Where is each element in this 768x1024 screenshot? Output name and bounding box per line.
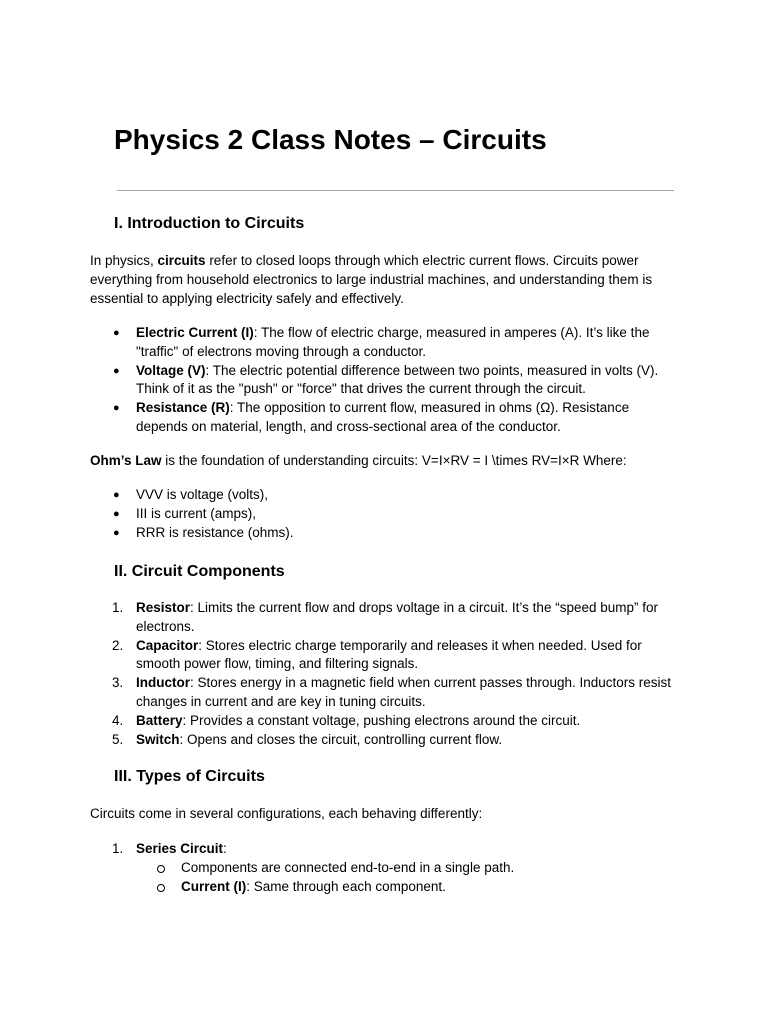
component-term: Resistor [136,600,191,615]
component-term: Switch [136,731,180,747]
component-text: : Opens and closes the circuit, controlling current flow. [179,731,503,747]
intro-term-circuits: circuits [157,253,206,268]
list-item [0,599,676,637]
hollow-bullet-icon [157,884,165,892]
section-heading-components: II. Circuit Components [114,563,285,580]
definition-term: Electric Current (I) [136,325,254,340]
intro-paragraph [90,252,680,308]
hollow-bullet-icon [157,865,165,873]
component-term: Battery [136,712,183,728]
ohms-law-text: is the foundation of understanding circuits: V=I×RV = I \times RV=I×R Where: [161,453,627,468]
list-item [0,524,676,543]
sub-item-text: : Same through each component. [246,878,446,894]
variable-text: VVV is voltage (volts), [136,487,269,502]
bullet-icon: ● [113,526,120,539]
sub-list-item [0,878,681,897]
bullet-icon: ● [113,489,120,501]
component-text: : Limits the current flow and drops voltage in a circuit. It’s the “speed bump” for electrons. [136,600,659,634]
types-intro-paragraph: Circuits come in several configurations, each behaving differently: [90,806,483,821]
page-title: Physics 2 Class Notes – Circuits [114,124,547,155]
variable-text: III is current (amps), [136,505,257,521]
ohms-law-variable-list [0,486,676,542]
intro-text-post: refer to closed loops through which electric current flows. Circuits power everything from household electronics to large industrial machines, and understanding them is essential to applying electricity safely and effectively. [90,253,653,306]
list-item [0,637,676,675]
sub-list-item [0,859,681,878]
ohms-law-paragraph [90,452,680,471]
list-number: 1. [112,841,124,856]
component-term: Inductor [136,675,190,691]
bullet-icon: ● [113,327,120,339]
intro-text-pre: In physics, [90,253,158,268]
definition-text: : The opposition to current flow, measured in ohms (Ω). Resistance depends on material, length, and cross-sectional area of the conductor. [136,400,630,434]
section-heading-intro: I. Introduction to Circuits [114,215,305,232]
list-item [0,505,676,524]
component-text: : Stores electric charge temporarily and releases it when needed. Used for smooth power flow, timing, and filtering signals. [136,637,642,672]
circuit-type-text: : [223,841,227,856]
definition-term: Resistance (R) [136,400,230,416]
list-item [0,324,676,362]
definition-term: Voltage (V) [136,362,206,378]
list-item [0,486,676,505]
list-item [0,362,676,400]
list-number: 4. [112,712,124,728]
list-number: 3. [112,675,124,691]
sub-item-term: Current (I) [181,878,247,894]
component-text: : Provides a constant voltage, pushing electrons around the circuit. [182,712,581,728]
components-list [0,599,676,749]
ohms-law-term: Ohm’s Law [90,453,162,468]
variable-text: RRR is resistance (ohms). [136,524,294,540]
bullet-icon: ● [113,364,120,377]
list-item [0,674,676,712]
circuit-type-term: Series Circuit [136,841,224,856]
list-number: 1. [112,600,124,615]
component-term: Capacitor [136,637,199,653]
bullet-icon: ● [113,507,120,520]
definition-text: : The electric potential difference between two points, measured in volts (V). Think of it as the "push" or "force" that drives the current through the circuit. [136,362,659,397]
circuit-types-list [0,840,676,859]
component-text: : Stores energy in a magnetic field when current passes through. Inductors resist changes in current and are key in tuning circuits. [136,675,671,709]
list-item [0,712,676,731]
bullet-icon: ● [113,402,120,415]
sub-item-text: Components are connected end-to-end in a single path. [181,860,515,875]
series-circuit-sublist [0,859,681,897]
list-item [0,399,676,437]
list-number: 5. [112,731,124,747]
list-item [0,840,676,859]
horizontal-rule [117,190,674,191]
definition-text: : The flow of electric charge, measured in amperes (A). It’s like the "traffic" of electrons moving through a conductor. [136,325,650,359]
intro-definition-list [0,324,676,437]
list-number: 2. [112,637,124,653]
list-item [0,731,676,750]
section-heading-types: III. Types of Circuits [114,768,265,785]
